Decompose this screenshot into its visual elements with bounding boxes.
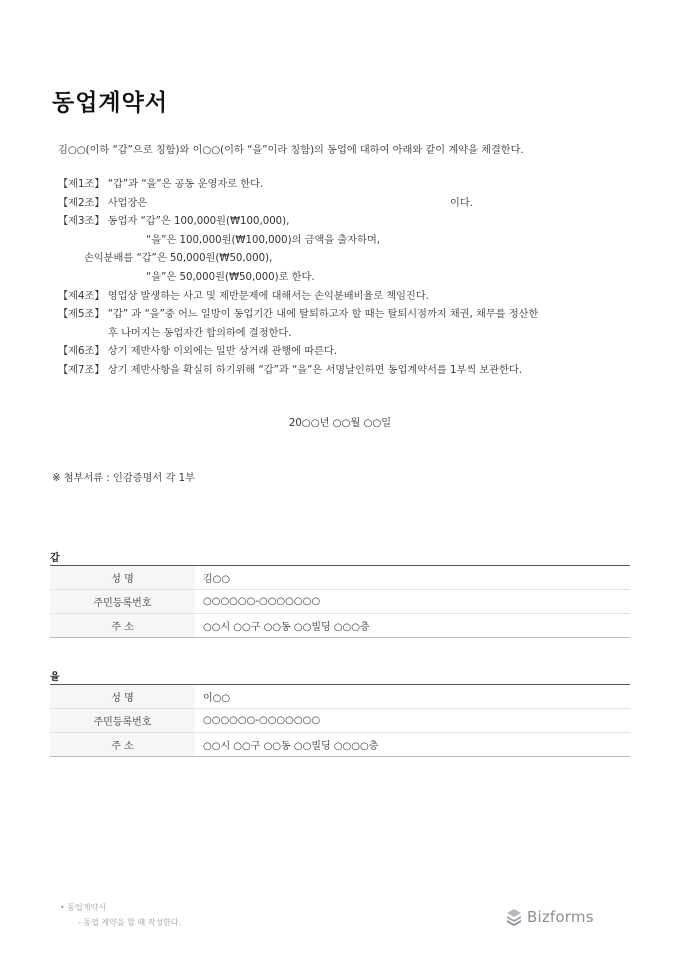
- document-title: 동업계약서: [52, 90, 169, 116]
- article-1: 【제1조】 “갑”과 “을”은 공동 운영자로 한다.: [58, 179, 264, 190]
- article-3-line-4: “을”은 50,000원(₩50,000)로 한다.: [146, 271, 315, 283]
- article-7: 【제7조】 상기 제반사항을 확실히 하기위해 “갑”과 “을”은 서명날인하면 동업계약서를 1부씩 보관한다.: [58, 364, 523, 376]
- address-value: ○○시 ○○구 ○○동 ○○빌딩 ○○○층: [203, 622, 370, 633]
- footnote: [60, 900, 181, 930]
- article-2-head: 【제2조】 사업장은: [58, 197, 148, 209]
- bizforms-logo-icon: [505, 908, 523, 926]
- address-key: 주 소: [50, 733, 195, 757]
- article-3-line-3: 손익분배를 “갑”은 50,000원(₩50,000),: [84, 253, 273, 265]
- name-key: 성 명: [50, 566, 195, 590]
- brand-name: Bizforms: [527, 908, 594, 926]
- table-row: [50, 733, 630, 757]
- party-b-section: [50, 668, 630, 757]
- articles-section: [58, 176, 634, 381]
- party-b-table: [50, 684, 630, 757]
- name-key: 성 명: [50, 685, 195, 709]
- article-3-line-1: 【제3조】 동업자 “갑”은 100,000원(₩100,000),: [58, 216, 290, 228]
- party-a-label: 갑: [50, 553, 60, 564]
- attachment-note: ※ 첨부서류 : 인감증명서 각 1부: [52, 473, 195, 484]
- table-row: [50, 590, 630, 614]
- table-row: [50, 614, 630, 638]
- id-key: 주민등록번호: [50, 709, 195, 733]
- article-2-tail: 이다.: [450, 197, 473, 209]
- intro-paragraph: 김○○(이하 “갑”으로 칭함)와 이○○(이하 “을”이라 칭함)의 동업에 대하여 아래와 같이 계약을 체결한다.: [58, 145, 524, 156]
- id-value: ○○○○○○-○○○○○○○: [195, 590, 630, 614]
- article-3-line-2: “을”은 100,000원(₩100,000)의 금액을 출자하며,: [146, 234, 381, 246]
- party-a-table: [50, 565, 630, 638]
- address-value: ○○시 ○○구 ○○동 ○○빌딩 ○○○○층: [203, 741, 379, 752]
- address-key: 주 소: [50, 614, 195, 638]
- id-value: ○○○○○○-○○○○○○○: [195, 709, 630, 733]
- table-row: [50, 685, 630, 709]
- footnote-line-1: • 동업계약서: [60, 903, 106, 912]
- table-row: [50, 566, 630, 590]
- article-5-line-2: 후 나머지는 동업자간 합의하에 결정한다.: [108, 327, 292, 339]
- name-value: 김○○: [195, 566, 630, 590]
- party-b-label: 을: [50, 672, 60, 683]
- id-key: 주민등록번호: [50, 590, 195, 614]
- name-value: 이○○: [195, 685, 630, 709]
- article-5-line-1: 【제5조】 “갑” 과 “을”중 어느 일방이 동업기간 내에 탈퇴하고자 할 때는 탈퇴시점까지 채권, 채무를 정산한: [58, 309, 539, 321]
- article-2: [58, 195, 634, 214]
- table-row: [50, 709, 630, 733]
- contract-date: 20○○년 ○○월 ○○일: [288, 418, 392, 429]
- party-a-section: [50, 549, 630, 638]
- brand-logo: [505, 908, 594, 926]
- article-4: 【제4조】 영업상 발생하는 사고 및 제반문제에 대해서는 손익분배비율로 책임진다.: [58, 290, 429, 302]
- article-6: 【제6조】 상기 제반사항 이외에는 일반 상거래 관행에 따른다.: [58, 346, 338, 358]
- footnote-line-2: - 동업 계약을 할 때 작성한다.: [78, 918, 182, 927]
